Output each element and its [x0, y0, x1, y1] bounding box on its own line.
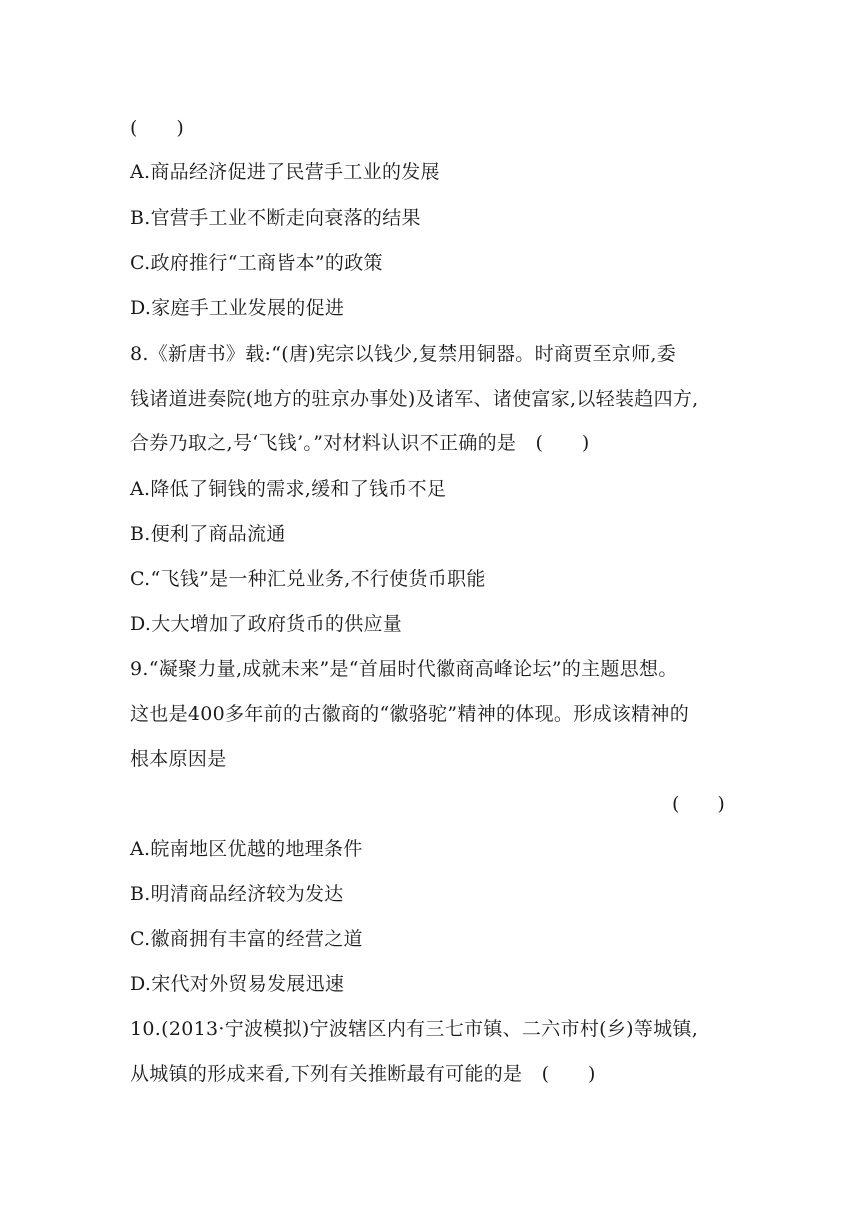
- q8-option-b: B.便利了商品流通: [130, 523, 286, 545]
- q10-stem-line2: 从城镇的形成来看,下列有关推断最有可能的是 ( ): [130, 1063, 596, 1085]
- q8-stem-line2: 钱诸道进奏院(地方的驻京办事处)及诸军、诸使富家,以轻装趋四方,: [130, 388, 699, 410]
- q8-stem-line3: 合券乃取之,号‘飞钱’。”对材料认识不正确的是 ( ): [130, 432, 590, 454]
- q9-stem-line3: 根本原因是: [130, 748, 227, 770]
- q10-stem-line1: 10.(2013·宁波模拟)宁波辖区内有三七市镇、二六市村(乡)等城镇,: [130, 1018, 699, 1040]
- q8-option-c: C.“飞钱”是一种汇兑业务,不行使货币职能: [130, 568, 486, 590]
- q8-option-a: A.降低了铜钱的需求,缓和了钱币不足: [130, 478, 447, 500]
- q7-option-d: D.家庭手工业发展的促进: [130, 297, 345, 319]
- q9-stem-line2: 这也是400多年前的古徽商的“徽骆驼”精神的体现。形成该精神的: [130, 703, 689, 725]
- answer-blank-q7: ( ): [130, 117, 185, 139]
- answer-blank-q9: ( ): [672, 793, 725, 815]
- q7-option-a: A.商品经济促进了民营手工业的发展: [130, 161, 440, 183]
- q7-option-c: C.政府推行“工商皆本”的政策: [130, 252, 383, 274]
- q7-option-b: B.官营手工业不断走向衰落的结果: [130, 207, 421, 229]
- q9-option-d: D.宋代对外贸易发展迅速: [130, 973, 345, 995]
- q8-stem-line1: 8.《新唐书》载:“(唐)宪宗以钱少,复禁用铜器。时商贾至京师,委: [130, 343, 677, 365]
- q9-option-b: B.明清商品经济较为发达: [130, 883, 344, 905]
- q9-option-a: A.皖南地区优越的地理条件: [130, 838, 363, 860]
- q8-option-d: D.大大增加了政府货币的供应量: [130, 613, 403, 635]
- q9-option-c: C.徽商拥有丰富的经营之道: [130, 928, 363, 950]
- q9-stem-line1: 9.“凝聚力量,成就未来”是“首届时代徽商高峰论坛”的主题思想。: [130, 658, 678, 680]
